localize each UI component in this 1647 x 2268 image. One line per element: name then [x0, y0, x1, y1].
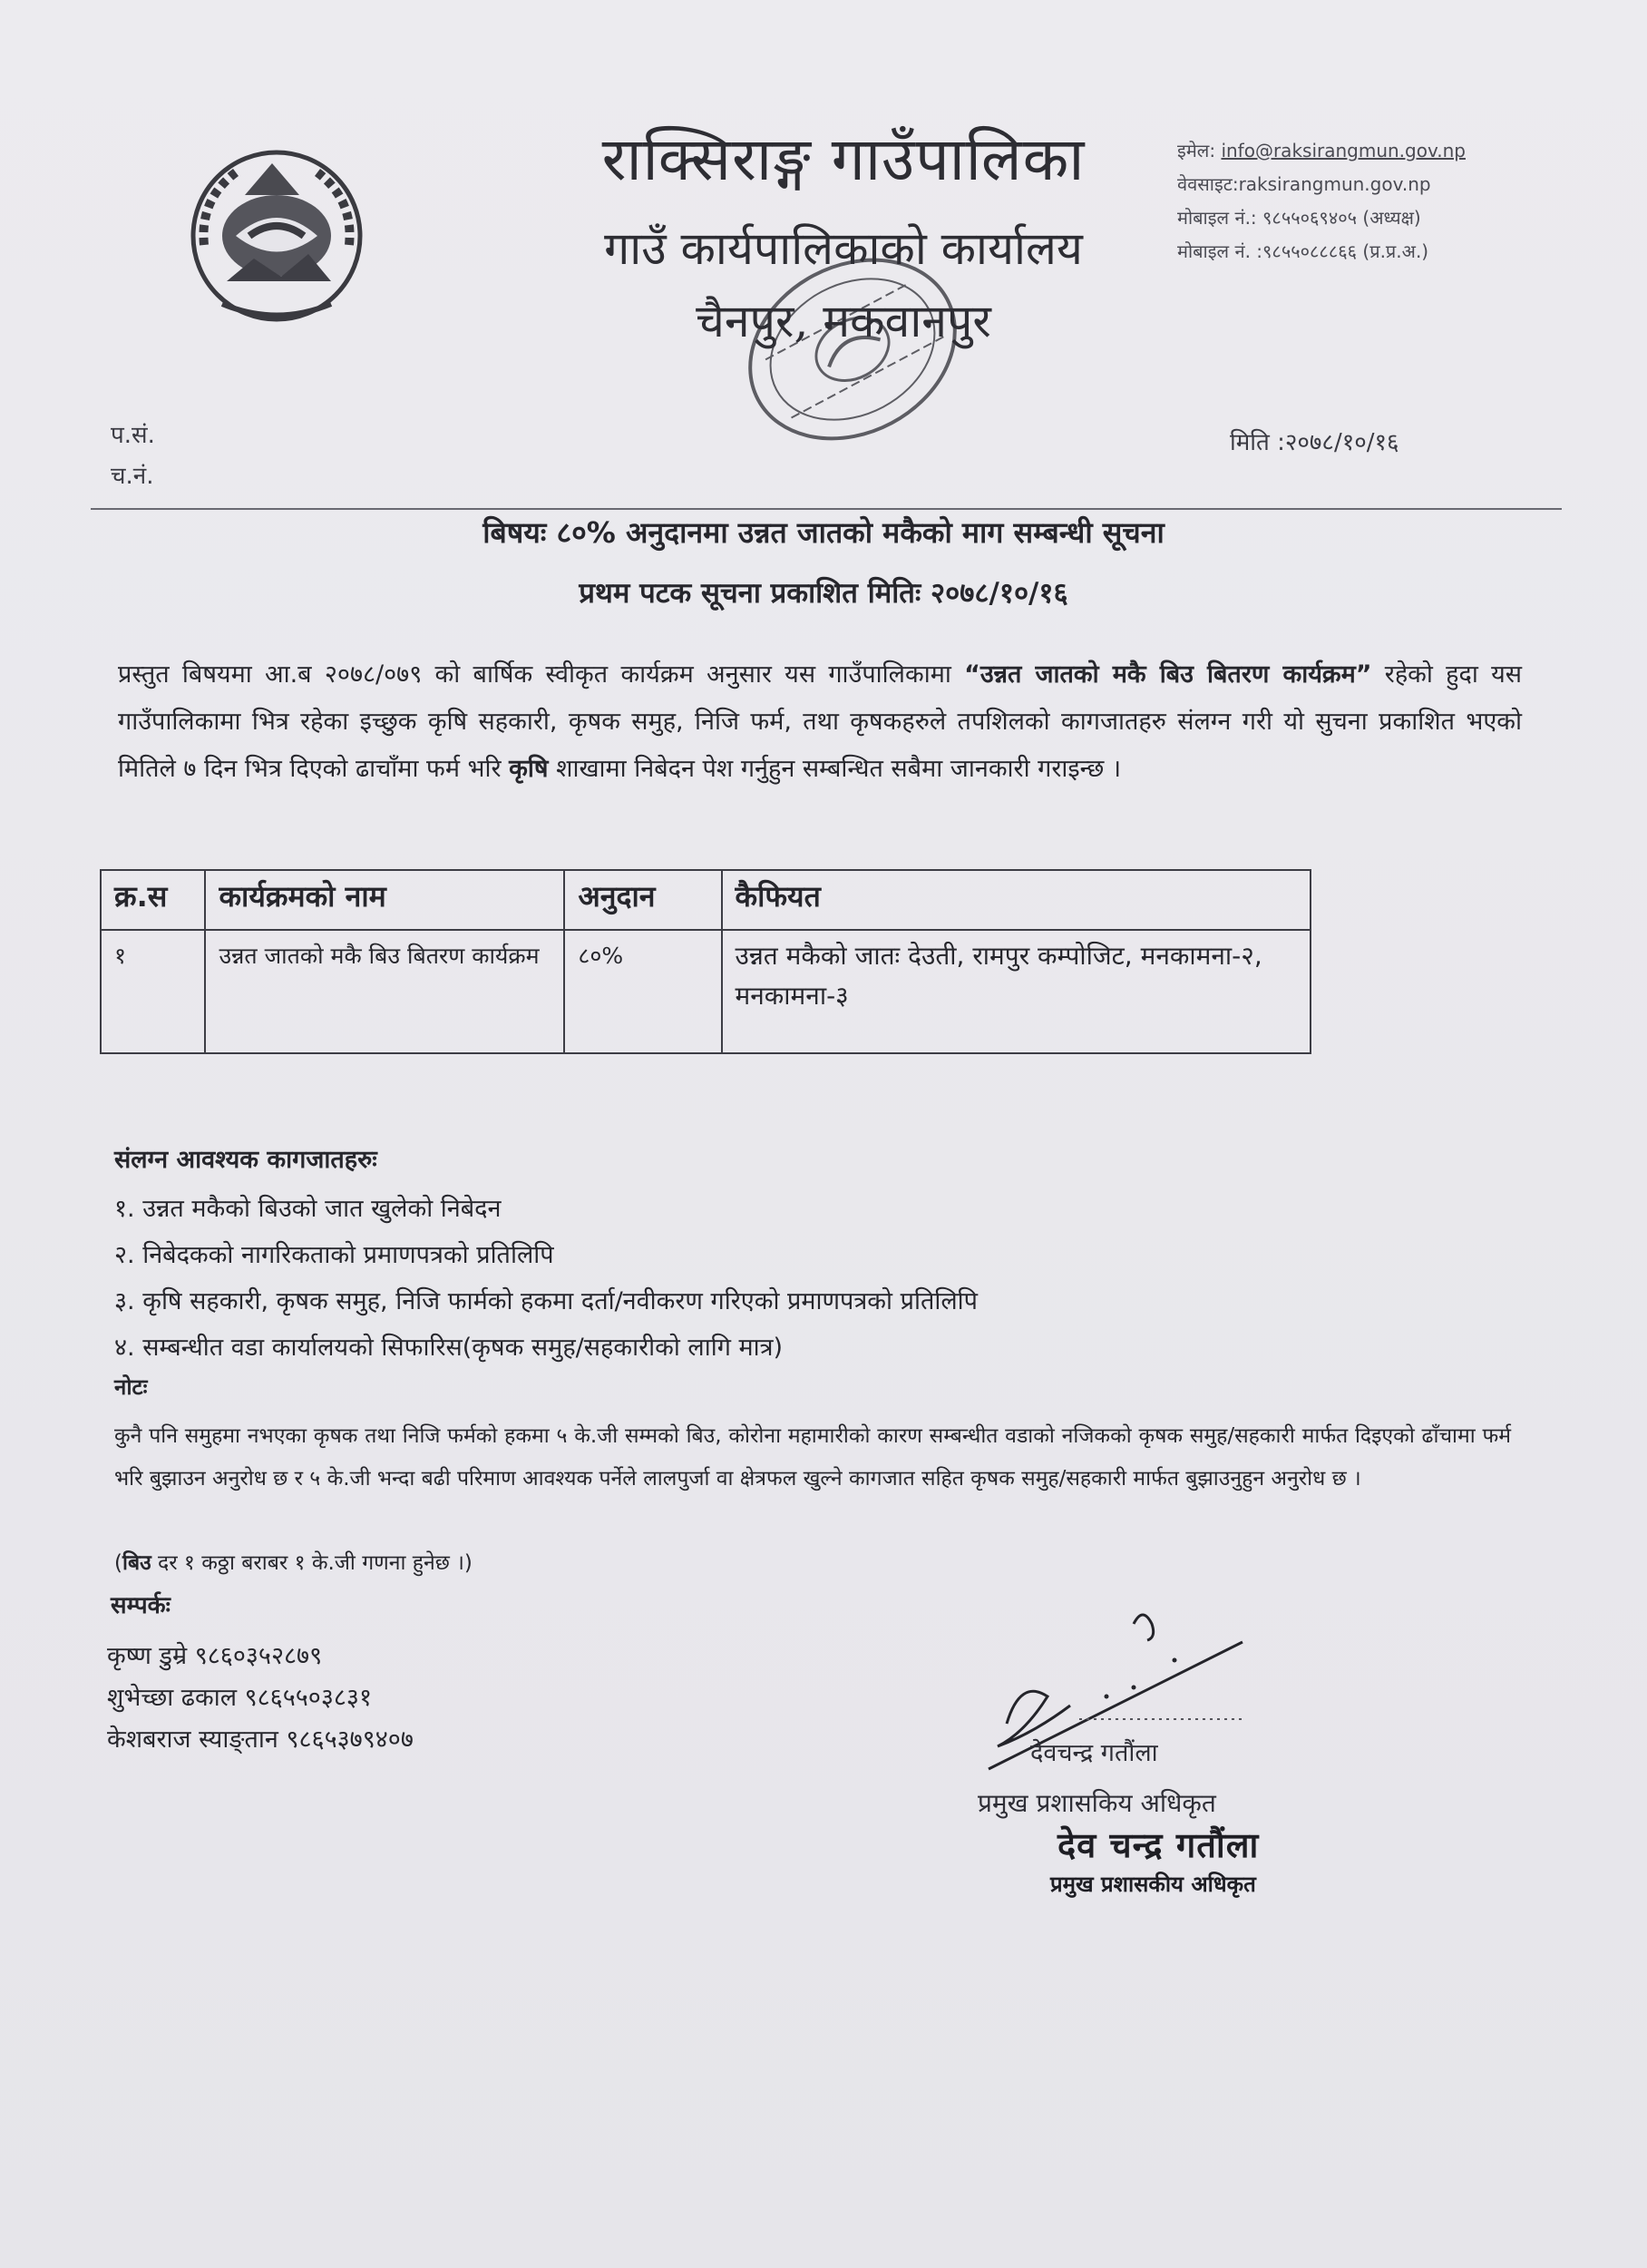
stamp-signatory-name: देव चन्द्र गतौंला: [1057, 1825, 1260, 1865]
list-item: २. निबेदकको नागरिकताको प्रमाणपत्रको प्रतिलिपि: [114, 1241, 554, 1269]
contacts-heading: सम्पर्कः: [111, 1592, 171, 1619]
mobile-chairman: मोबाइल नं.: ९८५५०६९४०५ (अध्यक्ष): [1177, 207, 1421, 229]
publish-date-line: प्रथम पटक सूचना प्रकाशित मितिः २०७८/१०/१६: [579, 577, 1068, 610]
table-row: [101, 930, 1311, 1053]
list-item: केशबराज स्याङ्तान ९८६५३७९४०७: [107, 1725, 414, 1754]
ref-cn-label: च.नं.: [111, 463, 154, 490]
intro-paragraph: [118, 651, 1522, 793]
cell-subsidy: ८०%: [564, 930, 721, 1053]
signatory-title: प्रमुख प्रशासकिय अधिकृत: [978, 1788, 1216, 1818]
rate-prefix: (: [114, 1551, 122, 1575]
stamp-signatory-title: प्रमुख प्रशासकीय अधिकृत: [1050, 1872, 1256, 1897]
website-line: वेवसाइट:raksirangmun.gov.np: [1177, 173, 1431, 195]
table-header-sn: क्र.स: [101, 870, 205, 930]
cell-remarks: उन्नत मकैको जातः देउती, रामपुर कम्पोजिट, मनकामना-२, मनकामना-३: [722, 930, 1311, 1053]
email-label: इमेल:: [1177, 140, 1216, 161]
intro-agri-word: कृषि: [509, 755, 549, 783]
table-header-row: [101, 870, 1311, 930]
note-heading: नोटः: [114, 1374, 148, 1400]
org-subtitle: गाउँ कार्यपालिकाको कार्यालय: [604, 222, 1083, 275]
org-title: राक्सिराङ्ग गाउँपालिका: [601, 124, 1086, 194]
list-item: ४. सम्बन्धीत वडा कार्यालयको सिफारिस(कृषक समुह/सहकारीको लागि मात्र): [114, 1334, 784, 1362]
rate-rest: दर १ कठ्ठा बराबर १ के.जी गणना हुनेछ ।): [151, 1551, 473, 1575]
list-item: ३. कृषि सहकारी, कृषक समुह, निजि फार्मको हकमा दर्ता/नवीकरण गरिएको प्रमाणपत्रको प्रतिलिपि: [114, 1287, 978, 1315]
intro-part-3: शाखामा निबेदन पेश गर्नुहुन सम्बन्धित सबैमा जानकारी गराइन्छ ।: [548, 755, 1122, 783]
subject-line: बिषयः ८०% अनुदानमा उन्नत जातको मकैको माग सम्बन्धी सूचना: [482, 515, 1165, 550]
cell-program: उन्नत जातको मकै बिउ बितरण कार्यक्रम: [205, 930, 564, 1053]
note-body: कुनै पनि समुहमा नभएका कृषक तथा निजि फर्मको हकमा ५ के.जी सम्मको बिउ, कोरोना महामारीको कारण सम्बन्धीत वडाको नजिकको कृषक समुह/सहकारी मार्फत दिइएको ढाँचामा फर्म भरि बुझाउन अनुरोध छ र ५ के.जी भन्दा बढी परिमाण आवश्यक पर्नेले लालपुर्जा वा क्षेत्रफल खुल्ने कागजात सहित कृषक समुह/सहकारी मार्फत बुझाउनुहुन अनुरोध छ ।: [114, 1424, 1511, 1491]
header-divider: [91, 508, 1562, 510]
org-place: चैनपुर, मकवानपुर: [696, 295, 991, 347]
office-stamp: [716, 245, 989, 454]
table-header-remarks: कैफियत: [722, 870, 1311, 930]
table-header-subsidy: अनुदान: [564, 870, 721, 930]
note-seed-rate: [114, 1547, 473, 1576]
attachments-heading: संलग्न आवश्यक कागजातहरुः: [114, 1146, 377, 1174]
rate-bold: बिउ: [122, 1551, 151, 1575]
mobile-cao: मोबाइल नं. :९८५५०८८८६६ (प्र.प्र.अ.): [1177, 240, 1429, 262]
table-header-program: कार्यक्रमको नाम: [205, 870, 564, 930]
email-link[interactable]: info@raksirangmun.gov.np: [1221, 140, 1466, 161]
list-item: १. उन्नत मकैको बिउको जात खुलेको निबेदन: [114, 1195, 502, 1223]
program-table: [100, 869, 1311, 1054]
intro-part-2: रहेको हुदा यस गाउँपालिकामा भित्र रहेका इच्छुक कृषि सहकारी, कृषक समुह, निजि फर्म, तथा कृषकहरुले तपशिलको कागजातहरु संलग्न गरी यो सुचना प्रकाशित भएको मितिले ७ दिन भित्र दिएको ढाचाँमा फर्म भरि: [118, 660, 1523, 783]
cell-sn: १: [101, 930, 205, 1053]
date-line: मिति :२०७८/१०/१६: [1230, 429, 1399, 456]
nepal-emblem-icon: [181, 145, 372, 327]
list-item: कृष्ण डुम्रे ९८६०३५२८७९: [107, 1642, 323, 1670]
attachments-list: [114, 1186, 978, 1371]
intro-part-1: प्रस्तुत बिषयमा आ.ब २०७८/०७९ को बार्षिक स्वीकृत कार्यक्रम अनुसार यस गाउँपालिकामा: [118, 660, 965, 689]
list-item: शुभेच्छा ढकाल ९८६५५०३८३१: [107, 1684, 372, 1712]
intro-program-name: “उन्नत जातको मकै बिउ बितरण कार्यक्रम”: [964, 660, 1372, 689]
ref-ps-label: प.सं.: [111, 422, 155, 449]
contact-block: [1177, 134, 1466, 269]
signatory-name: देवचन्द्र गतौंला: [1030, 1739, 1158, 1767]
contacts-list: [107, 1636, 414, 1761]
